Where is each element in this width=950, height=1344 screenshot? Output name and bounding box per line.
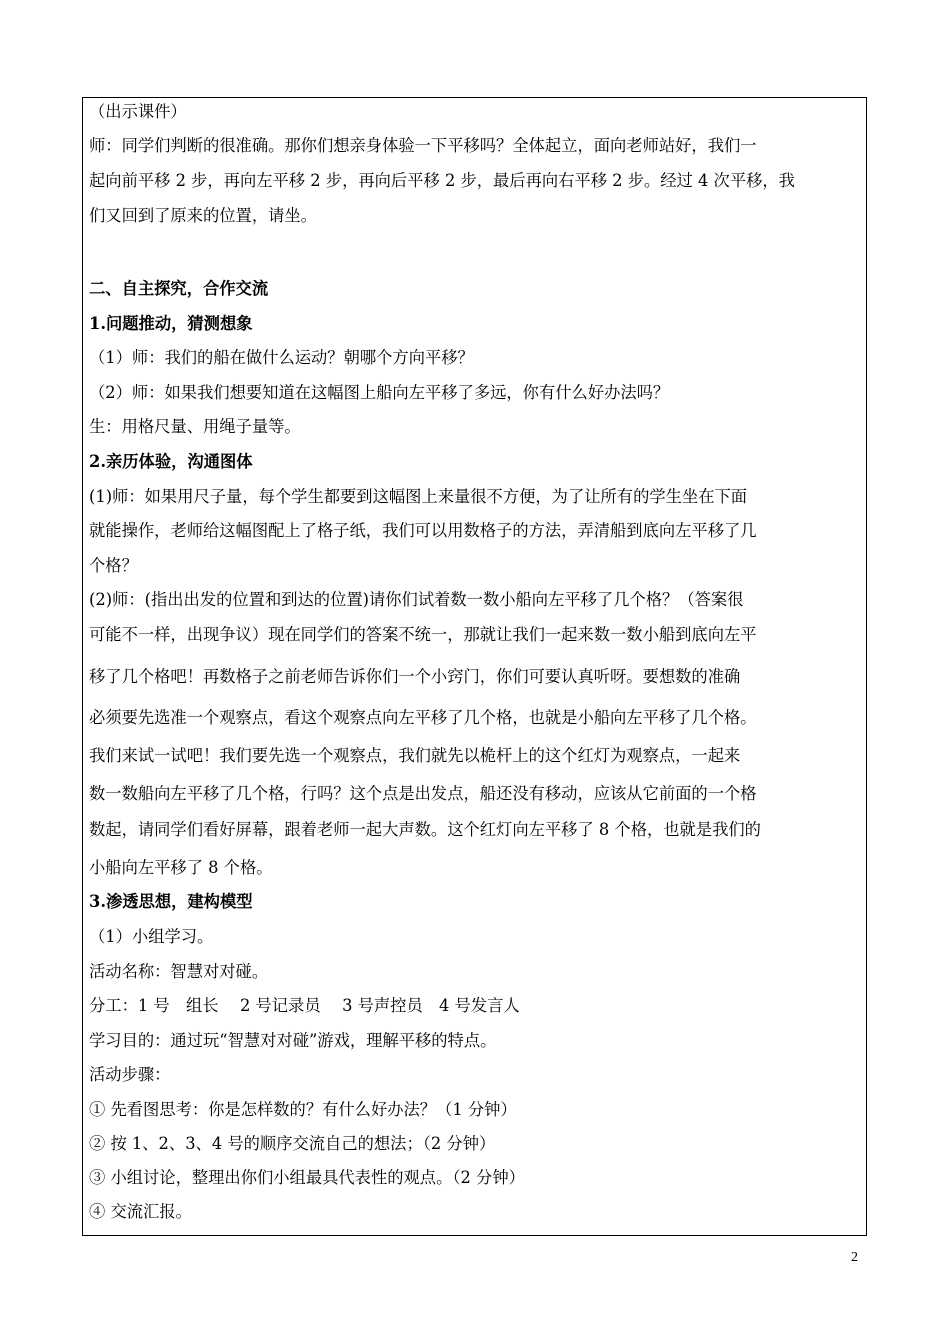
section-heading: 二、自主探究，合作交流 bbox=[89, 279, 269, 298]
text-line: （2）师：如果我们想要知道在这幅图上船向左平移了多远，你有什么好办法吗？ bbox=[89, 383, 670, 402]
subsection-heading: 1.问题推动，猜测想象 bbox=[89, 314, 253, 333]
text-line: 可能不一样，出现争议）现在同学们的答案不统一，那就让我们一起来数一数小船到底向左平 bbox=[89, 625, 757, 644]
text-line: 必须要先选准一个观察点，看这个观察点向左平移了几个格，也就是小船向左平移了几个格。 bbox=[89, 708, 757, 727]
page-number: 2 bbox=[851, 1250, 858, 1265]
text-line: （1）师：我们的船在做什么运动？朝哪个方向平移？ bbox=[89, 348, 474, 367]
text-line: 生：用格尺量、用绳子量等。 bbox=[89, 417, 301, 436]
text-line: (1)师：如果用尺子量，每个学生都要到这幅图上来量很不方便，为了让所有的学生坐在下面 bbox=[89, 487, 748, 506]
subsection-heading: 2.亲历体验，沟通图体 bbox=[89, 452, 253, 471]
list-item: ③ 小组讨论，整理出你们小组最具代表性的观点。（2 分钟） bbox=[89, 1168, 525, 1187]
text-line: 师：同学们判断的很准确。那你们想亲身体验一下平移吗？全体起立，面向老师站好，我们一 bbox=[89, 136, 757, 155]
text-line: 分工：1 号 组长 2 号记录员 3 号声控员 4 号发言人 bbox=[89, 996, 520, 1015]
text-line: 活动步骤： bbox=[89, 1065, 171, 1084]
content-table-frame bbox=[82, 97, 867, 1236]
text-line: 就能操作，老师给这幅图配上了格子纸，我们可以用数格子的方法，弄清船到底向左平移了几 bbox=[89, 521, 757, 540]
text-line: 数一数船向左平移了几个格，行吗？这个点是出发点，船还没有移动，应该从它前面的一个格 bbox=[89, 784, 757, 803]
text-line: 我们来试一试吧！我们要先选一个观察点，我们就先以桅杆上的这个红灯为观察点，一起来 bbox=[89, 746, 741, 765]
text-line: 个格？ bbox=[89, 556, 138, 575]
text-line: 学习目的：通过玩“智慧对对碰”游戏，理解平移的特点。 bbox=[89, 1031, 497, 1050]
subsection-heading: 3.渗透思想，建构模型 bbox=[89, 892, 253, 911]
list-item: ② 按 1、2、3、4 号的顺序交流自己的想法；（2 分钟） bbox=[89, 1134, 496, 1153]
text-line: 小船向左平移了 8 个格。 bbox=[89, 858, 273, 877]
text-line: 们又回到了原来的位置，请坐。 bbox=[89, 206, 317, 225]
text-line: (2)师：(指出出发的位置和到达的位置)请你们试着数一数小船向左平移了几个格？（答案很 bbox=[89, 590, 744, 609]
list-item: ① 先看图思考：你是怎样数的？有什么好办法？（1 分钟） bbox=[89, 1100, 517, 1119]
text-line: 移了几个格吧！再数格子之前老师告诉你们一个小窍门，你们可要认真听呀。要想数的准确 bbox=[89, 667, 741, 686]
text-line: （出示课件） bbox=[89, 102, 187, 121]
text-line: 起向前平移 2 步，再向左平移 2 步，再向后平移 2 步，最后再向右平移 2 步。经过 4 次平移，我 bbox=[89, 171, 795, 190]
text-line: （1）小组学习。 bbox=[89, 927, 214, 946]
list-item: ④ 交流汇报。 bbox=[89, 1202, 192, 1221]
text-line: 活动名称：智慧对对碰。 bbox=[89, 962, 269, 981]
text-line: 数起，请同学们看好屏幕，跟着老师一起大声数。这个红灯向左平移了 8 个格，也就是我们的 bbox=[89, 820, 761, 839]
